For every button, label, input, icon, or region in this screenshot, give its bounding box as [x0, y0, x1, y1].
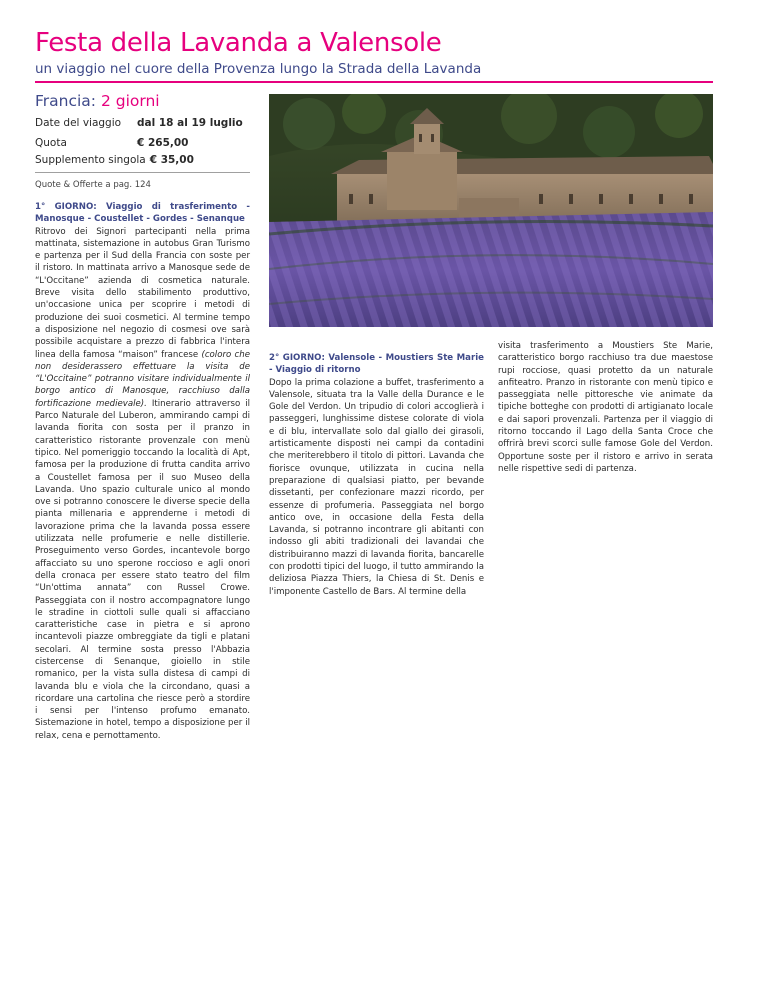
day2-heading: 2° GIORNO: Valensole - Moustiers Ste Marie - Viaggio di ritorno [269, 353, 484, 376]
page-subtitle: un viaggio nel cuore della Provenza lungo la Strada della Lavanda [35, 61, 482, 77]
day2-paragraph: Dopo la prima colazione a buffet, trasferimento a Valensole, situata tra la Valle della Durance e le Gole del Verdon. Un tripudio di colori accoglierà i passeggeri, lunghissime distese colorate di viola e di blu, intervallate solo dal giallo dei girasoli, artisticamente disposti nei campi da contadini che meriterebbero il titolo di pittori. Lavanda che fiorisce ovunque, utilizzata in cucina nella preparazione di qualsiasi piatto, per bevande dissetanti, per confezionare mazzi ricordo, per essenze di profumeria. Passeggiata nel borgo antico ove, in occasione della Festa della Lavanda, si potranno incontrare gli abitanti con indosso gli abiti tradizionali dei lavandai che distribuiranno mazzi di lavanda fiorita, bancarelle con prodotti tipici del luogo, il tutto ammirando la deliziosa Piazza Thiers, la Chiesa di St. Denis e l'imponente Castello de Bars. Al termine della [269, 377, 484, 597]
trip-heading [35, 92, 160, 110]
info-divider [35, 172, 250, 173]
paragraph-gap [269, 340, 484, 352]
day2-paragraph-continued: visita trasferimento a Moustiers Ste Marie, caratteristico borgo racchiuso tra due maestose rupi rocciose, quasi protetto da un naturale anfiteatro. Pranzo in ristorante con menù tipico e passeggiata nelle pittoresche vie animate da tipiche botteghe con prodotti di artigianato locale e dai sapori provenzali. Partenza per il viaggio di ritorno toccando il Lago della Santa Croce che offrirà brevi scorci sulle famose Gole del Verdon. Opportune soste per il ristoro e arrivo in serata nelle rispettive sedi di partenza. [498, 341, 713, 474]
quote-reference-note: Quote & Offerte a pag. 124 [35, 180, 151, 190]
day1-text-b-part1: Itinerario attraverso il Parco Naturale del Luberon, ammirando campi di lavanda fiorita con sosta per il pranzo in caratteristico ristorante provenzale con menù tipico. Nel pomeriggio toccando la località di Apt, famosa per la produzione di frutta candita arrivo a Coustellet famosa per il suo Museo della Lavanda. Uno spazio culturale unico al mondo ove si potranno conoscere le diverse specie della pianta millenaria e apprenderne i metodi di lavorazione prima che la lavanda possa essere utilizzata nelle profumerie e nelle distillerie. Proseguimento verso Gordes, incantevole borgo affacciato su uno sperone roccioso e agli onori della cronaca per essere stato teatro del film “Un'ottima annata” con Russel Crowe. Passeggiata con il nostro accompagnatore lungo le stradine in ciottoli sulle quali si affacciano caratteristiche case in pietra e si aprono incantevoli piazze ombreggiate da tigli e platani secolari. Al termine sosta presso l'Abbazia cistercense di Senanque, gioiello in stile romanico, per la vista sulla distesa di campi di lavanda blu e viola che la circondano, quasi a ricordare una cartolina che riesce però a stordire i sensi per l'intenso profumo emanato. Sistemazione in hotel, tempo a disposizione per il relax, cena e pernottamento. [35, 398, 250, 741]
day1-heading: 1° GIORNO: Viaggio di trasferimento - Manosque - Coustellet - Gordes - Senanque [35, 202, 250, 225]
abbey-lavender-photo [269, 94, 713, 327]
trip-country: Francia: [35, 92, 97, 110]
info-row-dates [35, 116, 250, 130]
dates-label: Date del viaggio [35, 117, 122, 129]
itinerary-column-3 [498, 340, 713, 475]
day1-paragraph [35, 226, 250, 742]
price-label: Quota [35, 137, 67, 149]
trip-duration: 2 giorni [100, 92, 160, 110]
supplement-label: Supplemento singola [35, 154, 146, 166]
day1-text-italic: (coloro che non desiderassero effettuare la visita de “L'Occitaine” potranno visitare individualmente il borgo antico di Manosque, racchiuso dalla fortificazione medievale). [35, 349, 251, 409]
dates-value: dal 18 al 19 luglio [137, 117, 243, 129]
page-title: Festa della Lavanda a Valensole [35, 28, 442, 58]
price-value: € 265,00 [137, 137, 189, 149]
info-row-single-supplement [35, 153, 250, 167]
supplement-value: € 35,00 [149, 154, 194, 166]
itinerary-column-2 [269, 340, 484, 598]
day1-text-a: Ritrovo dei Signori partecipanti nella prima mattinata, sistemazione in autobus Gran Turismo e partenza per il Sud della Francia con soste per il ristoro. In mattinata arrivo a Manosque sede de “L'Occitane” azienda di cosmetica naturale. Breve visita dello stabilimento produttivo, un'occasione unica per scoprire i metodi di produzione dei suoi cosmetici. Al termine tempo a disposizione nel negozio di cosmesi ove sarà possibile acquistare a prezzo di fabbrica l'intera linea della famosa “maison” francese [35, 226, 250, 360]
title-divider [35, 81, 713, 83]
itinerary-column-1 [35, 201, 250, 742]
info-row-price [35, 136, 250, 150]
